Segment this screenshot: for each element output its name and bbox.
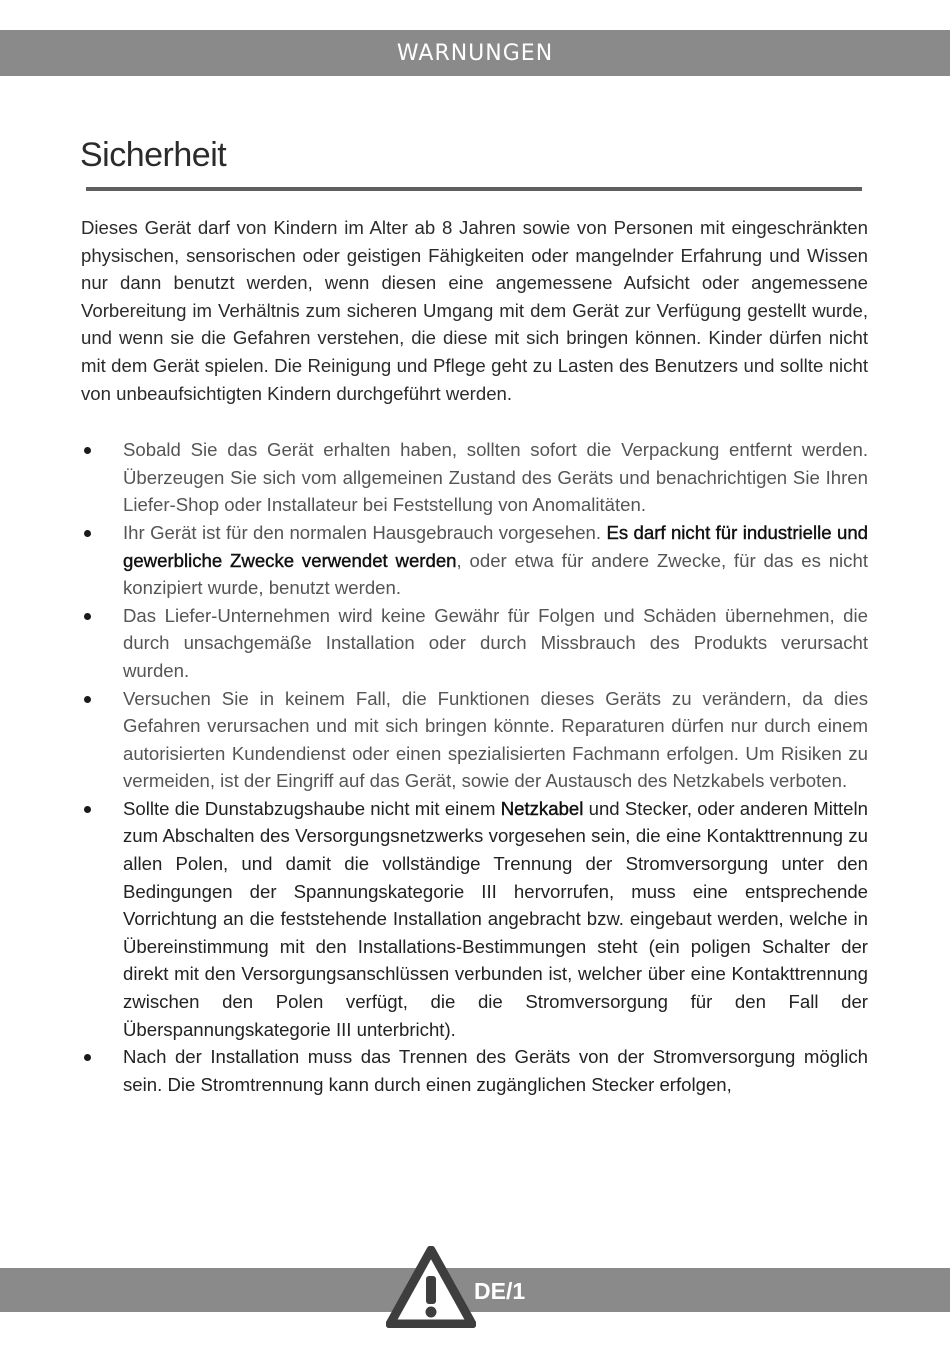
list-item-text: Sollte die Dunstabzugshaube nicht mit einem — [123, 797, 501, 819]
list-item-text: und Stecker, oder anderen Mitteln zum Abschalten des Versorgungsnetzwerks vorgesehen sein, die eine Kontakttrennung zu allen Polen, und damit die vollständige Trennung der Stromversorgung unter den Bedingungen der Spannungskategorie III hervorrufen, muss eine entsprechende Vorrichtung an die feststehende Installation angebracht bzw. eingebaut werden, welche in Übereinstimmung mit den Installations-Bestimmungen steht (ein poligen Schalter der direkt mit den Versorgungsanschlüssen verbunden ist, welcher über eine Kontakttrennung zwischen den Polen verfügt, die die Stromversorgung für den Fall der Überspannungskategorie III unterbricht). — [123, 797, 868, 1040]
list-item-text: Nach der Installation muss das Trennen des Geräts von der Stromversorgung möglich sein. Die Stromtrennung kann durch einen zugänglichen Stecker erfolgen, — [123, 1046, 868, 1095]
list-item-text: Das Liefer-Unternehmen wird keine Gewähr für Folgen und Schäden übernehmen, die durch unsachgemäße Installation oder durch Missbrauch des Produkts verursacht wurden. — [123, 604, 868, 681]
list-item-text: Versuchen Sie in keinem Fall, die Funktionen dieses Geräts zu verändern, da dies Gefahren verursachen und mit sich bringen könnte. Reparaturen dürfen nur durch einem autorisierten Kundendienst oder einen spezialisierten Fachmann erfolgen. Um Risiken zu vermeiden, ist der Eingriff auf das Gerät, sowie der Austausch des Netzkabels verboten. — [123, 687, 868, 792]
list-item-emphasis: Es darf nicht für industrielle und gewerbliche Zwecke verwendet werden — [123, 521, 869, 571]
title-rule — [86, 187, 862, 191]
list-item-text: Sobald Sie das Gerät erhalten haben, sollten sofort die Verpackung entfernt werden. Überzeugen Sie sich vom allgemeinen Zustand des Geräts und benachrichtigen Sie Ihren Liefer-Shop oder Installateur bei Feststellung von Anomalitäten. — [123, 439, 868, 516]
list-item — [81, 519, 868, 602]
page-title: Sicherheit — [80, 136, 227, 174]
list-item — [81, 436, 868, 519]
bullet-icon — [84, 806, 91, 813]
bullet-icon — [84, 696, 91, 703]
header-bar — [0, 30, 950, 76]
bullet-icon — [84, 447, 91, 454]
bullet-icon — [84, 530, 91, 537]
list-item — [81, 602, 868, 685]
intro-paragraph: Dieses Gerät darf von Kindern im Alter ab 8 Jahren sowie von Personen mit eingeschränkten physischen, sensorischen oder geistigen Fähigkeiten oder mangelnder Erfahrung und Wissen nur dann benutzt werden, wenn diesen eine angemessene Aufsicht oder angemessene Vorbereitung im Verhältnis zum sicheren Umgang mit dem Gerät zur Verfügung gestellt wurde, und wenn sie die Gefahren verstehen, die diese mit sich bringen können. Kinder dürfen nicht mit dem Gerät spielen. Die Reinigung und Pflege geht zu Lasten des Benutzers und sollte nicht von unbeaufsichtigten Kindern durchgeführt werden. — [81, 217, 868, 404]
warning-triangle-icon — [386, 1246, 476, 1328]
main-content — [81, 214, 868, 1098]
list-item-text: Ihr Gerät ist für den normalen Hausgebrauch vorgesehen. — [123, 521, 607, 543]
bullet-icon — [84, 1054, 91, 1061]
list-item-text: , oder etwa für andere Zwecke, für das es nicht konzipiert wurde, benutzt werden. — [123, 549, 868, 599]
list-item-emphasis: Netzkabel — [500, 797, 584, 819]
list-item — [81, 795, 868, 1043]
list-item — [81, 1043, 868, 1098]
header-title: WARNUNGEN — [396, 40, 554, 66]
list-item — [81, 685, 868, 795]
safety-list — [81, 436, 868, 1098]
page-number: DE/1 — [474, 1278, 526, 1304]
bullet-icon — [84, 613, 91, 620]
